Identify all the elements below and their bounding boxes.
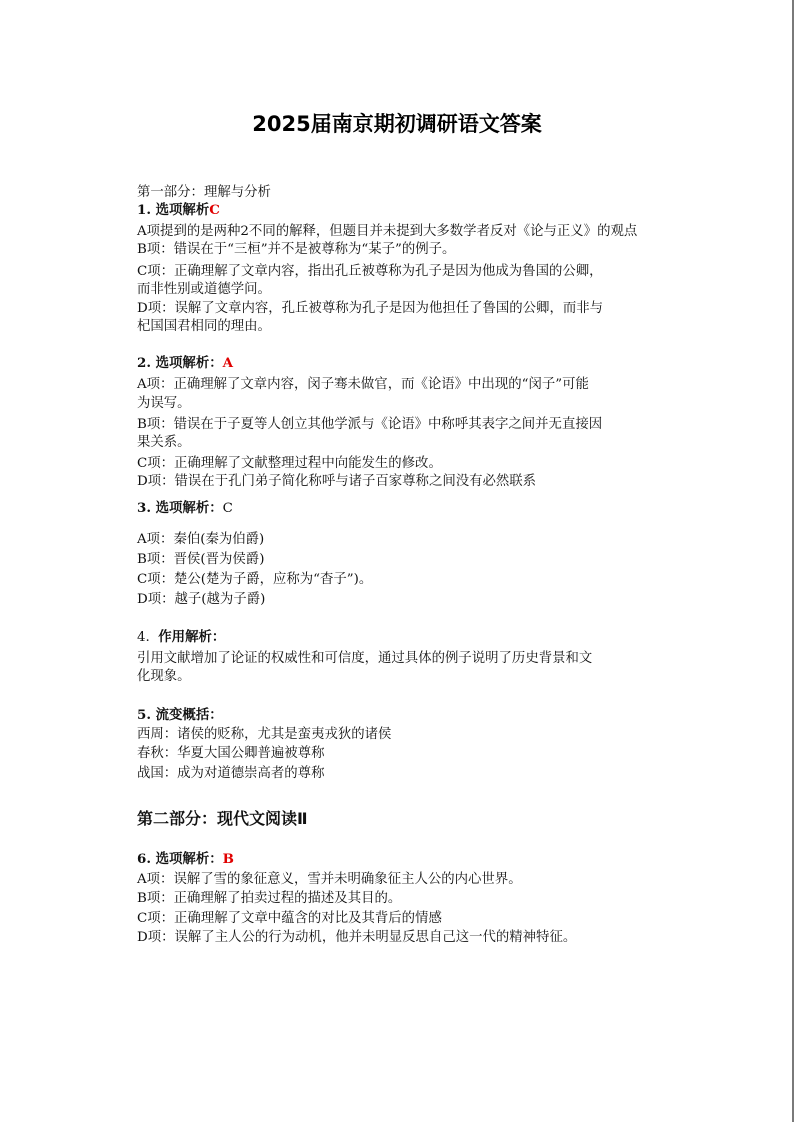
q2-line: C项：正确理解了文献整理过程中向能发生的修改。 xyxy=(137,456,442,471)
q5-line: 春秋：华夏大国公卿普遍被尊称 xyxy=(137,746,325,761)
q1-label: 1. 选项解析 xyxy=(137,202,210,218)
q3-line: C项：楚公(楚为子爵，应称为“杳子”)。 xyxy=(137,572,373,587)
q2-line: B项：错误在于子夏等人创立其他学派与《论语》中称呼其表字之间并无直接因 xyxy=(137,417,603,432)
q2-label: 2. 选项解析： xyxy=(137,355,223,371)
q4-line: 引用文献增加了论证的权威性和可信度，通过具体的例子说明了历史背景和文 xyxy=(137,651,593,666)
q3-line: A项：秦伯(秦为伯爵) xyxy=(137,532,265,547)
q2-answer: A xyxy=(222,355,233,371)
q3-answer: C xyxy=(222,501,233,516)
q4-line: 化现象。 xyxy=(137,669,191,684)
q1-line: 杞国国君相同的理由。 xyxy=(137,319,271,334)
q6-line: B项：正确理解了拍卖过程的描述及其目的。 xyxy=(137,891,402,906)
q3-label: 3. 选项解析： xyxy=(137,500,223,516)
q4-label: 作用解析： xyxy=(158,629,226,645)
q2-line: A项：正确理解了文章内容，闵子骞未做官，而《论语》中出现的“闵子”可能 xyxy=(137,377,589,392)
part1-heading: 第一部分：理解与分析 xyxy=(137,185,271,200)
q6-label: 6. 选项解析： xyxy=(137,851,223,867)
q1-heading xyxy=(137,201,220,220)
q6-answer: B xyxy=(222,851,234,867)
q2-line: D项：错误在于孔门弟子简化称呼与诸子百家尊称之间没有必然联系 xyxy=(137,474,537,489)
q3-line: D项：越子(越为子爵) xyxy=(137,592,266,607)
document-title: 2025届南京期初调研语文答案 xyxy=(252,112,542,136)
part2-heading: 第二部分：现代文阅读Ⅱ xyxy=(137,809,308,828)
q5-line: 战国：成为对道德崇高者的尊称 xyxy=(137,766,325,781)
q1-line: D项：误解了文章内容，孔丘被尊称为孔子是因为他担任了鲁国的公卿，而非与 xyxy=(137,301,604,316)
q3-heading xyxy=(137,499,233,518)
q2-heading xyxy=(137,354,233,373)
q1-answer: C xyxy=(209,202,220,218)
q4-heading xyxy=(137,628,225,647)
q1-line: A项提到的是两种2不同的解释，但题目并未提到大多数学者反对《论与正义》的观点 xyxy=(137,224,638,239)
q6-line: D项：误解了主人公的行为动机，他并未明显反思自己这一代的精神特征。 xyxy=(137,930,577,945)
q1-line: 而非性别或道德学问。 xyxy=(137,282,271,297)
q4-number: 4. xyxy=(137,630,150,645)
q6-line: C项：正确理解了文章中蕴含的对比及其背后的情感 xyxy=(137,911,442,926)
q6-heading xyxy=(137,850,234,869)
q1-line: C项：正确理解了文章内容，指出孔丘被尊称为孔子是因为他成为鲁国的公卿， xyxy=(137,264,603,279)
q1-line: B项：错误在于“三桓”并不是被尊称为“某子”的例子。 xyxy=(137,242,456,257)
q5-heading: 5. 流变概括： xyxy=(137,707,223,723)
q2-line: 果关系。 xyxy=(137,435,191,450)
q3-line: B项：晋侯(晋为侯爵) xyxy=(137,552,265,567)
q2-line: 为误写。 xyxy=(137,396,191,411)
q5-line: 西周：诸侯的贬称，尤其是蛮夷戎狄的诸侯 xyxy=(137,727,392,742)
q6-line: A项：误解了雪的象征意义，雪并未明确象征主人公的内心世界。 xyxy=(137,872,522,887)
